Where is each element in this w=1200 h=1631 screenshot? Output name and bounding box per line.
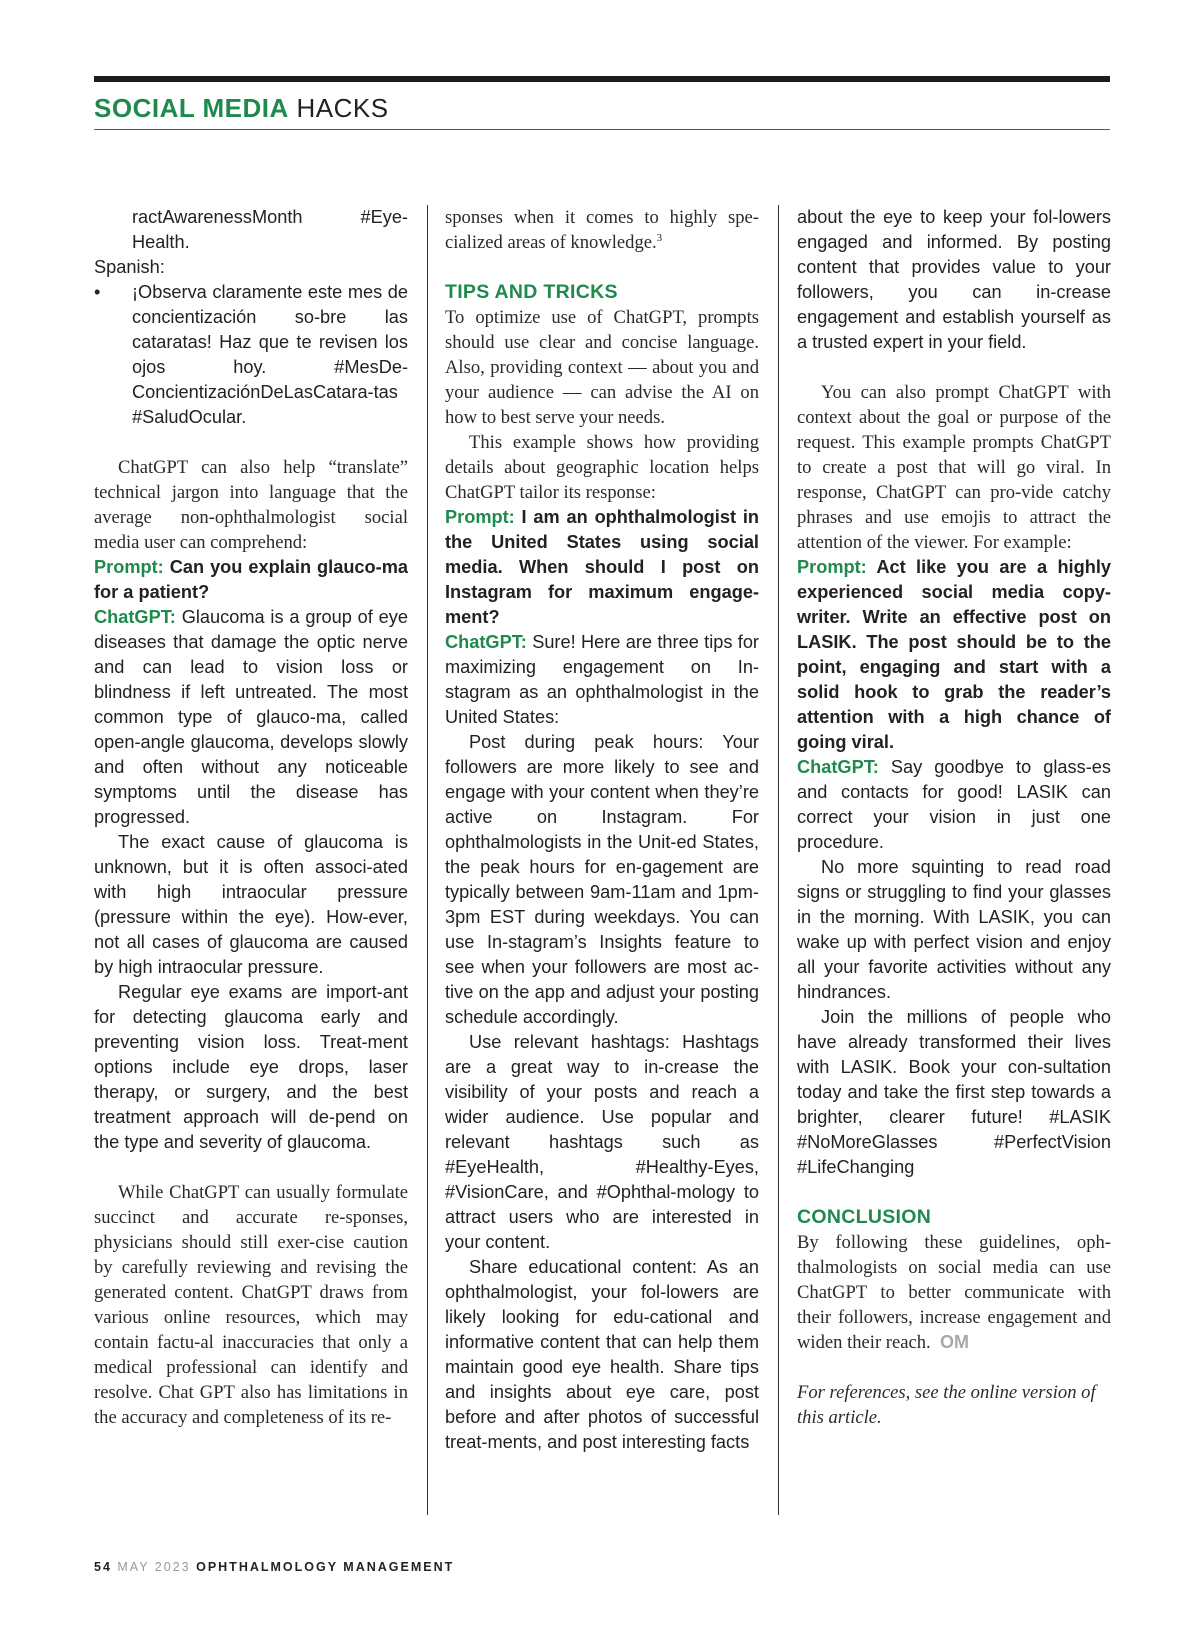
section-title-light: HACKS	[296, 93, 389, 123]
prompt-block	[797, 555, 1111, 755]
chatgpt-label: ChatGPT:	[445, 632, 527, 652]
paragraph: Share educational content: As an ophthalmologist, your fol-lowers are likely looking for edu-cational and informative content that can help them maintain good eye health. Share tips and insights about eye care, post before and after photos of successful treat-ments, and post interesting facts	[445, 1257, 759, 1452]
reference-marker: 3	[656, 231, 663, 244]
paragraph	[445, 205, 759, 255]
bullet-item	[94, 280, 408, 430]
conclusion-text: By following these guidelines, oph-thalmologists on social media can use ChatGPT to better communicate with their followers, increase engagement and widen their reach.	[797, 1232, 1111, 1353]
prompt-label: Prompt:	[797, 557, 867, 577]
section-title-bold: SOCIAL MEDIA	[94, 93, 289, 123]
page-footer	[94, 1560, 454, 1574]
header-rule	[94, 129, 1110, 130]
column-1	[94, 205, 408, 1525]
column-divider	[427, 205, 428, 1515]
page-number: 54	[94, 1560, 112, 1574]
chatgpt-label: ChatGPT:	[797, 757, 879, 777]
column-divider	[778, 205, 779, 1515]
continued-hashtags: ractAwarenessMonth #Eye-Health.	[132, 207, 408, 252]
paragraph: To optimize use of ChatGPT, prompts should use clear and concise language. Also, providing context — about you and your audience — can advise the AI on how to best serve your needs.	[445, 307, 759, 428]
paragraph: Post during peak hours: Your followers are more likely to see and engage with your content when they’re active on Instagram. For ophthalmologists in the Unit-ed States, the peak hours for en-gagement are typically between 9am-11am and 1pm-3pm EST during weekdays. You can use In-stagram’s Insights feature to see when your followers are most ac-tive on the app and adjust your posting schedule accordingly.	[445, 732, 759, 1027]
subheading: CONCLUSION	[797, 1206, 932, 1228]
prompt-text: Can you explain glauco-ma for a patient?	[94, 557, 408, 602]
paragraph: The exact cause of glaucoma is unknown, but it is often associ-ated with high intraocular pressure (pressure within the eye). How-ever, not all cases of glaucoma are caused by high intraocular pressure.	[94, 832, 408, 977]
chatgpt-text: Glaucoma is a group of eye diseases that damage the optic nerve and can lead to vision loss or blindness if left untreated. The most common type of glauco-ma, called open-angle glaucoma, develops slowly and often without any noticeable symptoms until the disease has progressed.	[94, 607, 408, 827]
chatgpt-text: Sure! Here are three tips for maximizing engagement on In-stagram as an ophthalmologist in the United States:	[445, 632, 759, 727]
paragraph: You can also prompt ChatGPT with context about the goal or purpose of the request. This example prompts ChatGPT to create a post that will go viral. In response, ChatGPT can pro-vide catchy phrases and use emojis to attract the attention of the viewer. For example:	[797, 382, 1111, 553]
spanish-text: ¡Observa claramente este mes de concientización so-bre las cataratas! Haz que te revisen los ojos hoy. #MesDe-ConcientizaciónDeLasCatara-tas #SaludOcular.	[132, 282, 408, 427]
bullet-dot: •	[94, 282, 101, 302]
section-header	[94, 88, 389, 128]
magazine-name: OPHTHALMOLOGY MANAGEMENT	[196, 1560, 455, 1574]
prompt-block	[445, 505, 759, 630]
issue-date: MAY 2023	[117, 1560, 191, 1574]
chatgpt-block	[797, 755, 1111, 855]
paragraph: Join the millions of people who have already transformed their lives with LASIK. Book your con-sultation today and take the first step towards a brighter, clearer future! #LASIK #NoMoreGlasses #PerfectVision #LifeChanging	[797, 1007, 1111, 1177]
prompt-text: Act like you are a highly experienced social media copy-writer. Write an effective post on LASIK. The post should be to the point, engaging and start with a solid hook to grab the reader’s attention with a high chance of going viral.	[797, 557, 1111, 752]
column-3	[797, 205, 1111, 1525]
references-note: For references, see the online version of this article.	[797, 1382, 1096, 1428]
paragraph: No more squinting to read road signs or struggling to find your glasses in the morning. With LASIK, you can wake up with perfect vision and enjoy all your favorite activities without any hindrances.	[797, 857, 1111, 1002]
subheading: TIPS AND TRICKS	[445, 281, 618, 303]
chatgpt-block	[94, 605, 408, 830]
column-2	[445, 205, 759, 1525]
spanish-label: Spanish:	[94, 257, 165, 277]
paragraph: Use relevant hashtags: Hashtags are a great way to in-crease the visibility of your posts and reach a wider audience. Use popular and relevant hashtags such as #EyeHealth, #Healthy-Eyes, #VisionCare, and #Ophthal-mology to attract users who are interested in your content.	[445, 1032, 759, 1252]
conclusion-paragraph	[797, 1230, 1111, 1355]
paragraph: about the eye to keep your fol-lowers engaged and informed. By posting content that provides value to your followers, you can in-crease engagement and establish yourself as a trusted expert in your field.	[797, 207, 1111, 352]
paragraph: This example shows how providing details about geographic location helps ChatGPT tailor its response:	[445, 432, 759, 503]
chatgpt-label: ChatGPT:	[94, 607, 176, 627]
paragraph: Regular eye exams are import-ant for detecting glaucoma early and preventing vision loss. Treat-ment options include eye drops, laser therapy, or surgery, and the best treatment approach will de-pend on the type and severity of glaucoma.	[94, 982, 408, 1152]
top-rule	[94, 76, 1110, 82]
paragraph: While ChatGPT can usually formulate succinct and accurate re-sponses, physicians should still exer-cise caution by carefully reviewing and revising the generated content. ChatGPT draws from various online resources, which may contain factu-al inaccuracies that only a medical professional can identify and resolve. Chat GPT also has limitations in the accuracy and completeness of its re-	[94, 1182, 408, 1428]
prompt-block	[94, 555, 408, 605]
paragraph: ChatGPT can also help “translate” technical jargon into language that the average non-ophthalmologist social media user can comprehend:	[94, 457, 408, 553]
chatgpt-block	[445, 630, 759, 730]
continued-text: sponses when it comes to highly spe-cialized areas of knowledge.	[445, 207, 759, 253]
om-end-mark: OM	[940, 1332, 970, 1352]
prompt-text: I am an ophthalmologist in the United States using social media. When should I post on Instagram for maximum engage-ment?	[445, 507, 759, 627]
prompt-label: Prompt:	[94, 557, 164, 577]
prompt-label: Prompt:	[445, 507, 515, 527]
chatgpt-text: Say goodbye to glass-es and contacts for good! LASIK can correct your vision in just one procedure.	[797, 757, 1111, 852]
